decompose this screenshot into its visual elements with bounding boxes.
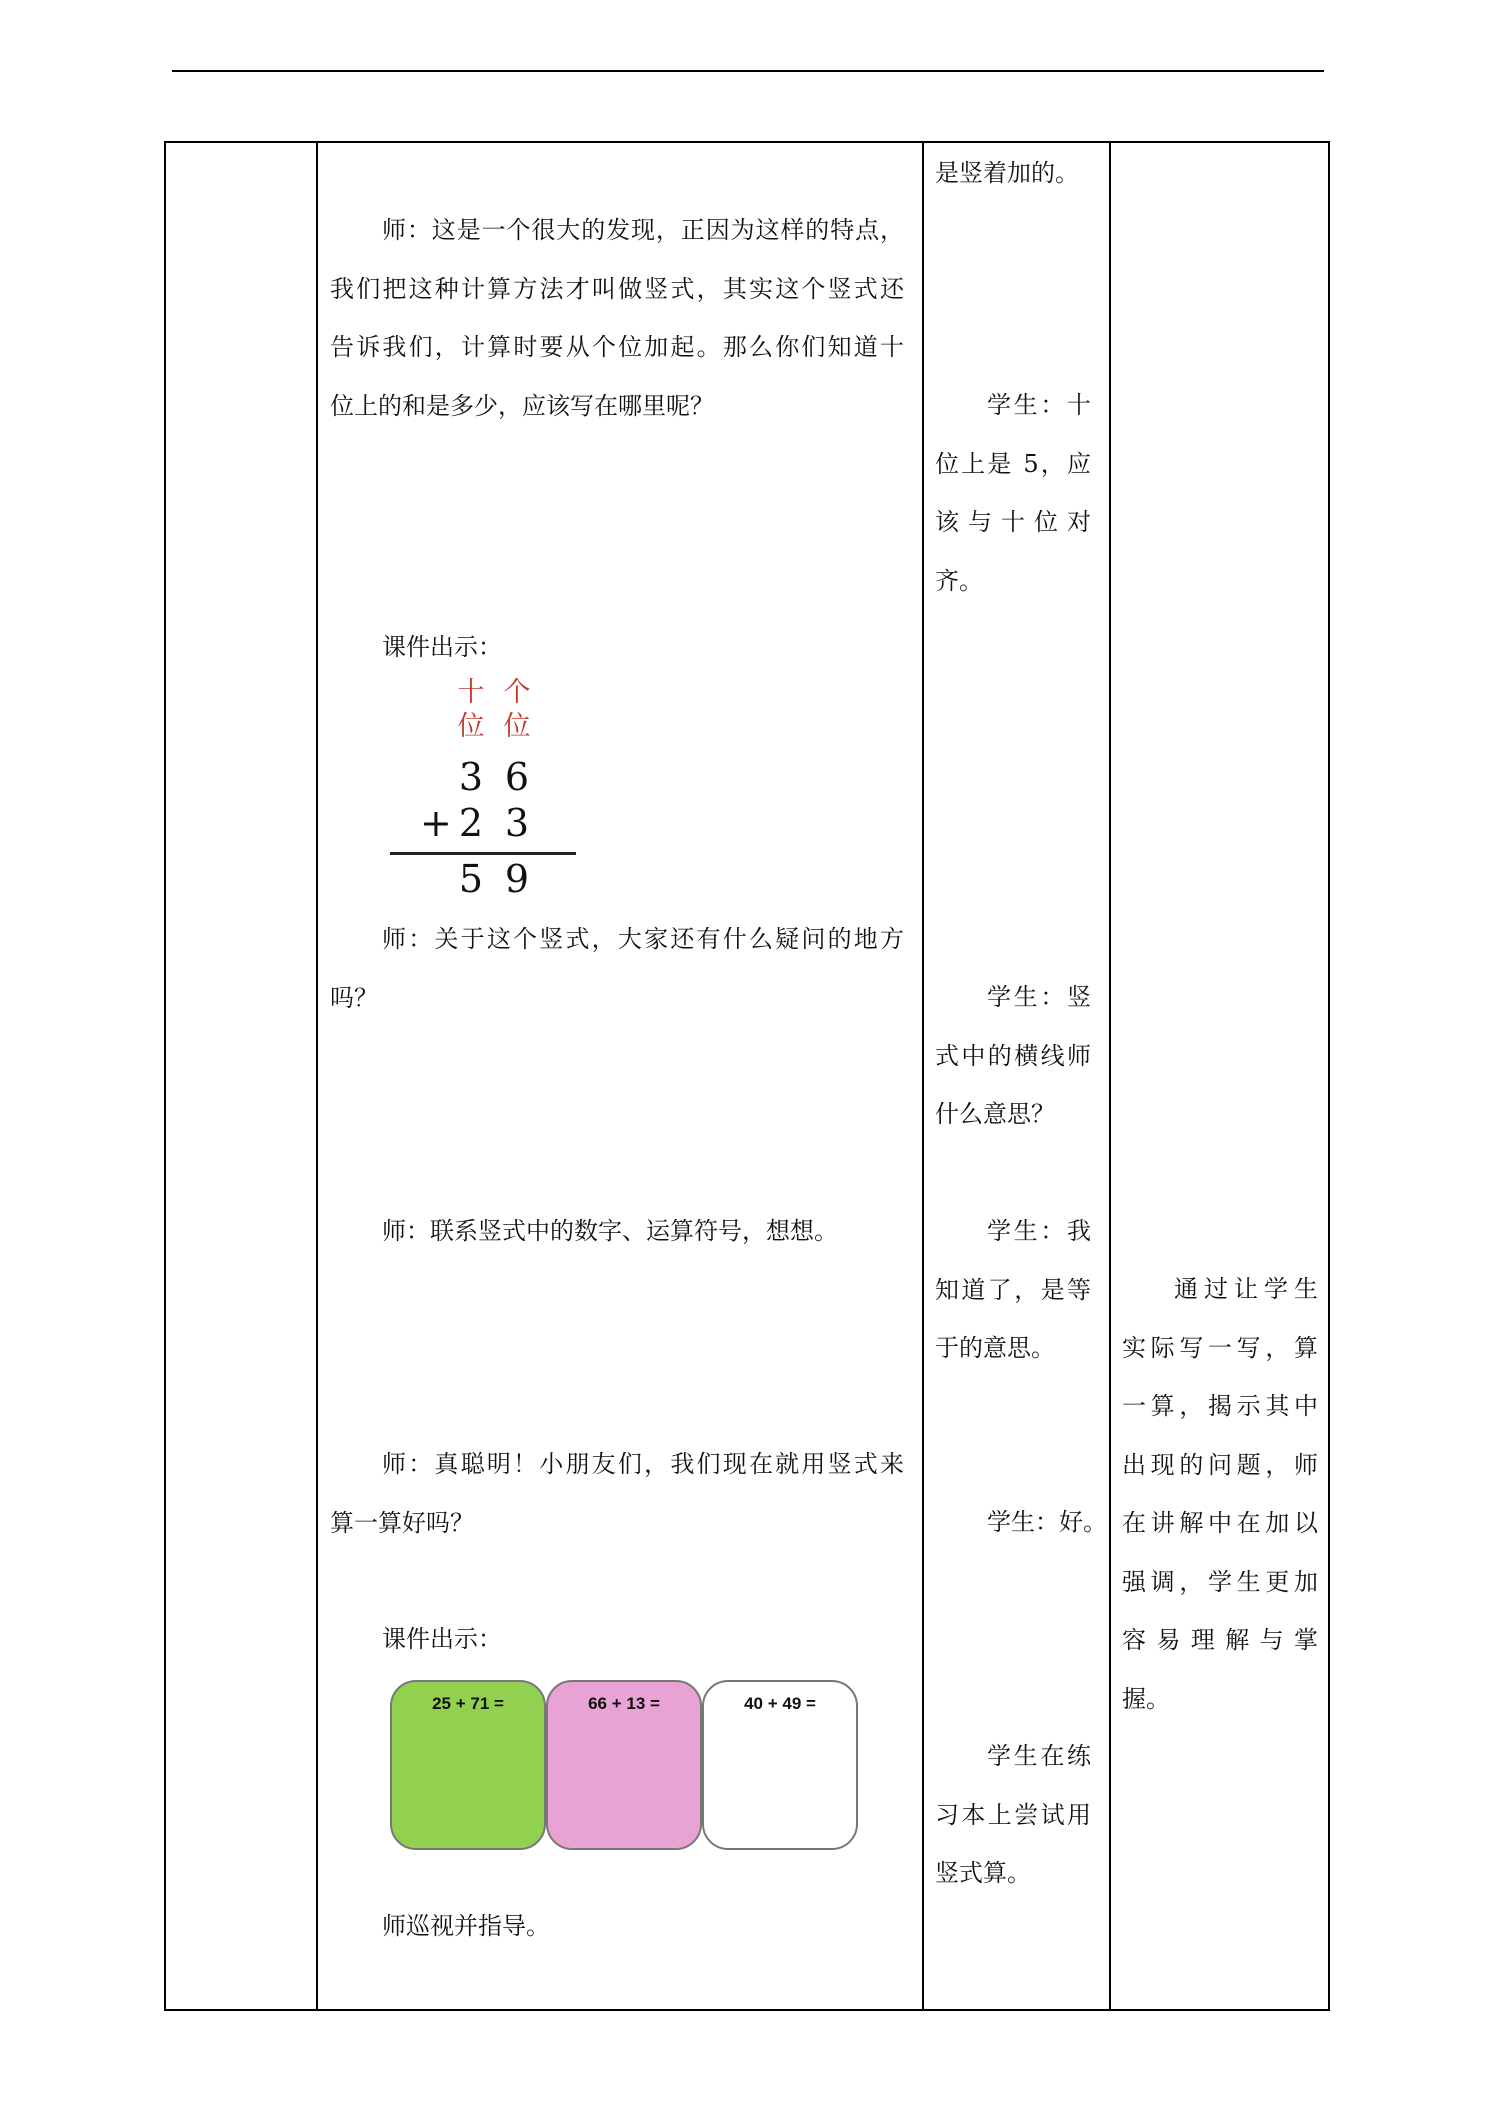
- addend1-tens-digit: 3: [458, 755, 484, 799]
- teacher-paragraph-hint: 师：联系竖式中的数字、运算符号，想想。: [382, 1217, 838, 1245]
- student-answer-ok: 学生：好。: [987, 1508, 1107, 1536]
- page-header-rule: [172, 70, 1324, 72]
- courseware-label-1: 课件出示：: [382, 633, 502, 661]
- exercise-card-white: [702, 1680, 858, 1850]
- exercise-card-pink: [546, 1680, 702, 1850]
- student-answer-equals: 学生：我 知道了，是等 于的意思。: [935, 1217, 1091, 1362]
- column-divider-3: [1109, 143, 1111, 2009]
- student-practice-text: 学生在练 习本上尝试用 竖式算。: [935, 1742, 1091, 1887]
- addend2-tens-digit: 2: [458, 801, 484, 845]
- teacher-paragraph-discovery: 师：这是一个很大的发现，正因为这样的特点， 我们把这种计算方法才叫做竖式，其实这个竖式还 告诉我们，计算时要从个位加起。那么你们知道十 位上的和是多少，应该写在哪里呢？: [330, 216, 904, 420]
- tens-place-label-bottom: 位: [457, 711, 485, 742]
- courseware-label-2: 课件出示：: [382, 1625, 502, 1653]
- teacher-paragraph-praise: 师：真聪明！小朋友们，我们现在就用竖式来 算一算好吗？: [330, 1450, 904, 1537]
- teacher-paragraph-question: 师：关于这个竖式，大家还有什么疑问的地方 吗？: [330, 925, 904, 1012]
- student-answer-tens: 学生：十 位上是 5，应 该 与 十 位 对 齐。: [935, 391, 1091, 595]
- column-divider-2: [922, 143, 924, 2009]
- exercise-expression: 66 + 13 =: [588, 1694, 660, 1713]
- ones-place-label-bottom: 位: [503, 711, 531, 742]
- student-text-vertical-add: 是竖着加的。: [935, 159, 1079, 187]
- addend2-ones-digit: 3: [504, 801, 530, 845]
- column-divider-1: [316, 143, 318, 2009]
- teacher-paragraph-guidance: 师巡视并指导。: [382, 1912, 550, 1940]
- exercise-expression: 40 + 49 =: [744, 1694, 816, 1713]
- sum-ones-digit: 9: [504, 857, 530, 901]
- sum-line: [390, 852, 576, 855]
- student-question-line: 学生：竖 式中的横线师 什么意思？: [935, 983, 1091, 1128]
- tens-place-label-top: 十: [457, 677, 485, 708]
- ones-place-label-top: 个: [503, 677, 531, 708]
- exercise-card-green: [390, 1680, 546, 1850]
- exercise-expression: 25 + 71 =: [432, 1694, 504, 1713]
- sum-tens-digit: 5: [458, 857, 484, 901]
- design-intent-text: 通过让学生 实际写一写，算 一算，揭示其中 出现的问题，师 在讲解中在加以 强调，学生更加 容 易 理 解 与 掌 握。: [1122, 1275, 1318, 1713]
- addend1-ones-digit: 6: [504, 755, 530, 799]
- plus-operator: +: [420, 801, 452, 845]
- vertical-addition-figure: [390, 676, 580, 904]
